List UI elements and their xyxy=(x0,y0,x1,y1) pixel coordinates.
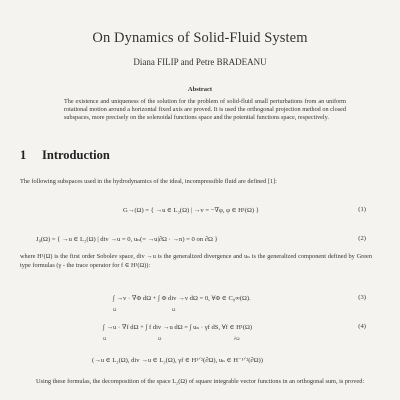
equation-4-number: (4) xyxy=(358,323,366,330)
final-paragraph: Using these formulas, the decomposition of the space L₂(Ω) of square integrable vector functions in an orthogonal sum, is proved: xyxy=(36,378,365,385)
equation-3-limit-2: Ω xyxy=(172,307,176,312)
equation-3-number: (3) xyxy=(358,294,366,301)
equation-4-limit-1: Ω xyxy=(103,336,107,341)
equation-1-number: (1) xyxy=(358,206,366,213)
intro-paragraph: The following subspaces used in the hydrodynamics of the ideal, incompressible fluid are defined [1]: xyxy=(20,178,277,185)
abstract-heading: Abstract xyxy=(187,86,213,93)
equation-4: ∫ →u · ∇f dΩ + ∫ f div →u dΩ = ∫ uₙ · γf dS, ∀f ∈ H¹(Ω) xyxy=(103,324,253,331)
equation-4-limit-3: ∂Ω xyxy=(234,336,240,341)
equation-3-limit-1: Ω xyxy=(113,307,117,312)
where-paragraph: where H¹(Ω) is the first order Sobolev space, div →u is the generalized divergence and uₙ is the generalized component defined by Green type formulas (γ - the trace operator for f ∈ H¹(Ω)): xyxy=(20,253,372,269)
equation-3: ∫ →v · ∇Φ dΩ + ∫ Φ div →v dΩ = 0, ∀Φ ∈ C₀∞(Ω). xyxy=(113,295,251,302)
equation-4-limit-2: Ω xyxy=(158,336,162,341)
paper-authors: Diana FILIP and Petre BRADEANU xyxy=(133,57,267,67)
equation-1: G→(Ω) = { →u ∈ L₂(Ω) | →v = −∇φ, φ ∈ H¹(Ω) } xyxy=(123,207,259,214)
paper-title: On Dynamics of Solid-Fluid System xyxy=(92,30,308,46)
section-number: 1 xyxy=(20,148,27,162)
equation-2-number: (2) xyxy=(358,235,366,242)
section-heading xyxy=(20,148,380,163)
abstract-text: The existence and uniqueness of the solution for the problem of solid-fluid small perturbations from an uniform rotational motion around a horizontal fixed axis are proved. It is used the orthogonal projection method on closed subspaces, more precisely on the solenoidal functions space and the potential functions space, respectively. xyxy=(64,98,346,122)
equation-2: J₀(Ω) = { →u ∈ L₂(Ω) | div →u = 0, uₙ(= →u|∂Ω · →n) = 0 on ∂Ω } xyxy=(36,236,218,243)
section-title: Introduction xyxy=(42,148,110,162)
equation-5: (→u ∈ L₂(Ω), div →u ∈ L₂(Ω), γf ∈ H¹ᐟ²(∂Ω), uₙ ∈ H⁻¹ᐟ²(∂Ω)) xyxy=(92,357,263,364)
